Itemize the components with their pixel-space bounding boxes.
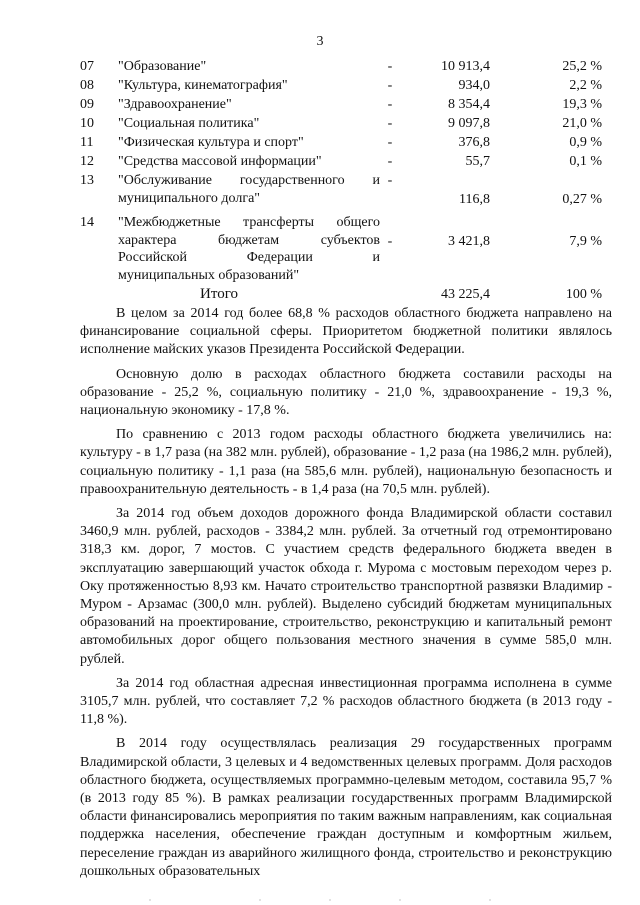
- page-number: 3: [316, 34, 324, 49]
- row-share: 0,1 %: [569, 154, 602, 169]
- row-code: 13: [80, 173, 94, 188]
- row-amount: 3 421,8: [448, 234, 490, 249]
- total-label: Итого: [200, 286, 238, 302]
- row-share: 7,9 %: [569, 234, 602, 249]
- budget-table: [80, 58, 620, 308]
- row-code: 08: [80, 78, 94, 93]
- table-row: [80, 153, 620, 172]
- body-text: [80, 305, 612, 887]
- row-code: 14: [80, 215, 94, 230]
- row-code: 12: [80, 154, 94, 169]
- row-code: 11: [80, 135, 94, 150]
- row-name: [118, 96, 380, 114]
- row-amount: 8 354,4: [448, 97, 490, 112]
- row-dash: -: [387, 116, 393, 131]
- row-name: [118, 153, 380, 171]
- row-amount: 934,0: [458, 78, 490, 93]
- row-name-line: "Средства массовой информации": [118, 154, 322, 169]
- row-name-line: муниципального долга": [118, 190, 261, 206]
- row-name-line: муниципальных образований": [118, 267, 300, 283]
- row-dash: -: [387, 154, 393, 169]
- row-name-line: характера бюджетам субъектов: [118, 232, 380, 248]
- row-name: [118, 134, 380, 152]
- table-row: [80, 96, 620, 115]
- row-dash: -: [387, 135, 393, 150]
- row-amount: 116,8: [459, 192, 490, 207]
- row-dash: -: [387, 173, 393, 188]
- paragraph: В целом за 2014 год более 68,8 % расходов областного бюджета направлено на финансирование социальной сферы. Приоритетом бюджетной политики являлось исполнение майских указов Президента Российской Федерации.: [80, 306, 612, 358]
- row-amount: 376,8: [458, 135, 490, 150]
- row-name-line: "Межбюджетные трансферты общего: [118, 215, 380, 230]
- table-row: [80, 77, 620, 96]
- row-name-line: "Физическая культура и спорт": [118, 135, 304, 150]
- row-name-line: "Обслуживание государственного и: [118, 173, 380, 188]
- row-name-line: Российской Федерации и: [118, 250, 380, 265]
- row-name: [118, 115, 380, 133]
- row-name: [118, 77, 380, 95]
- paragraph: За 2014 год объем доходов дорожного фонда Владимирской области составил 3460,9 млн. рублей, расходов - 3384,2 млн. рублей. За отчетный год отремонтировано 318,3 км. дорог, 7 мостов. С участием средств федерального бюджета введен в эксплуатацию завершающий участок обхода г. Мурома с мостовым переходом через р. Оку протяженностью 8,93 км. Начато строительство транспортной развязки Владимир - Муром - Арзамас (300,0 млн. рублей). Выделено субсидий бюджетам муниципальных образований на проектирование, строительство, реконструкцию и капитальный ремонт автомобильных дорог общего пользования местного значения в сумме 585,0 млн. рублей.: [80, 506, 612, 667]
- row-amount: 9 097,8: [448, 116, 490, 131]
- row-code: 09: [80, 97, 94, 112]
- paragraph: За 2014 год областная адресная инвестиционная программа исполнена в сумме 3105,7 млн. рублей, что составляет 7,2 % расходов областного бюджета (в 2013 году - 11,8 %).: [80, 675, 612, 728]
- row-share: 2,2 %: [569, 78, 602, 93]
- row-dash: -: [387, 97, 393, 112]
- scan-artifact: [0, 898, 640, 902]
- row-dash: -: [387, 234, 393, 249]
- table-row: [80, 214, 620, 286]
- table-row: [80, 115, 620, 134]
- row-dash: -: [387, 59, 393, 74]
- row-name-line: "Социальная политика": [118, 116, 260, 131]
- row-name-line: "Культура, кинематография": [118, 78, 288, 93]
- row-name-line: "Здравоохранение": [118, 97, 232, 112]
- row-amount: 55,7: [465, 154, 490, 169]
- paragraph: В 2014 году осуществлялась реализация 29 государственных программ Владимирской области, 3 целевых и 4 ведомственных целевых программ. Доля расходов областного бюджета, осуществляемых программно-целевым методом, составила 95,7 % (в 2013 году 85 %). В рамках реализации государственных программ Владимирской области финансировались мероприятия по таким важным направлениям, как социальная поддержка населения, обеспечение граждан доступным и комфортным жильем, переселение граждан из аварийного жилищного фонда, строительство и реконструкцию дошкольных образовательных: [80, 736, 612, 879]
- row-share: 0,27 %: [562, 192, 602, 207]
- total-amount: 43 225,4: [441, 287, 490, 302]
- paragraph: Основную долю в расходах областного бюджета составили расходы на образование - 25,2 %, социальную политику - 21,0 %, здравоохранение - 19,3 %, национальную экономику - 17,8 %.: [80, 366, 612, 419]
- row-name: [118, 214, 380, 284]
- row-name: [118, 58, 380, 76]
- paragraph: По сравнению с 2013 годом расходы областного бюджета увеличились на: культуру - в 1,7 раза (на 382 млн. рублей), образование - 1,2 раза (на 1986,2 млн. рублей), социальную политику - 1,1 раза (на 585,6 млн. рублей), национальную безопасность и правоохранительную деятельность - в 1,4 раза (на 70,5 млн. рублей).: [80, 427, 612, 497]
- row-share: 21,0 %: [562, 116, 602, 131]
- total-share: 100 %: [565, 287, 602, 302]
- table-row: [80, 134, 620, 153]
- row-name-line: "Образование": [118, 59, 207, 74]
- row-share: 19,3 %: [562, 97, 602, 112]
- table-row: [80, 172, 620, 210]
- row-name: [118, 172, 380, 207]
- row-share: 0,9 %: [569, 135, 602, 150]
- row-dash: -: [387, 78, 393, 93]
- row-code: 10: [80, 116, 94, 131]
- row-code: 07: [80, 59, 94, 74]
- table-row: [80, 58, 620, 77]
- row-share: 25,2 %: [562, 59, 602, 74]
- row-amount: 10 913,4: [441, 59, 490, 74]
